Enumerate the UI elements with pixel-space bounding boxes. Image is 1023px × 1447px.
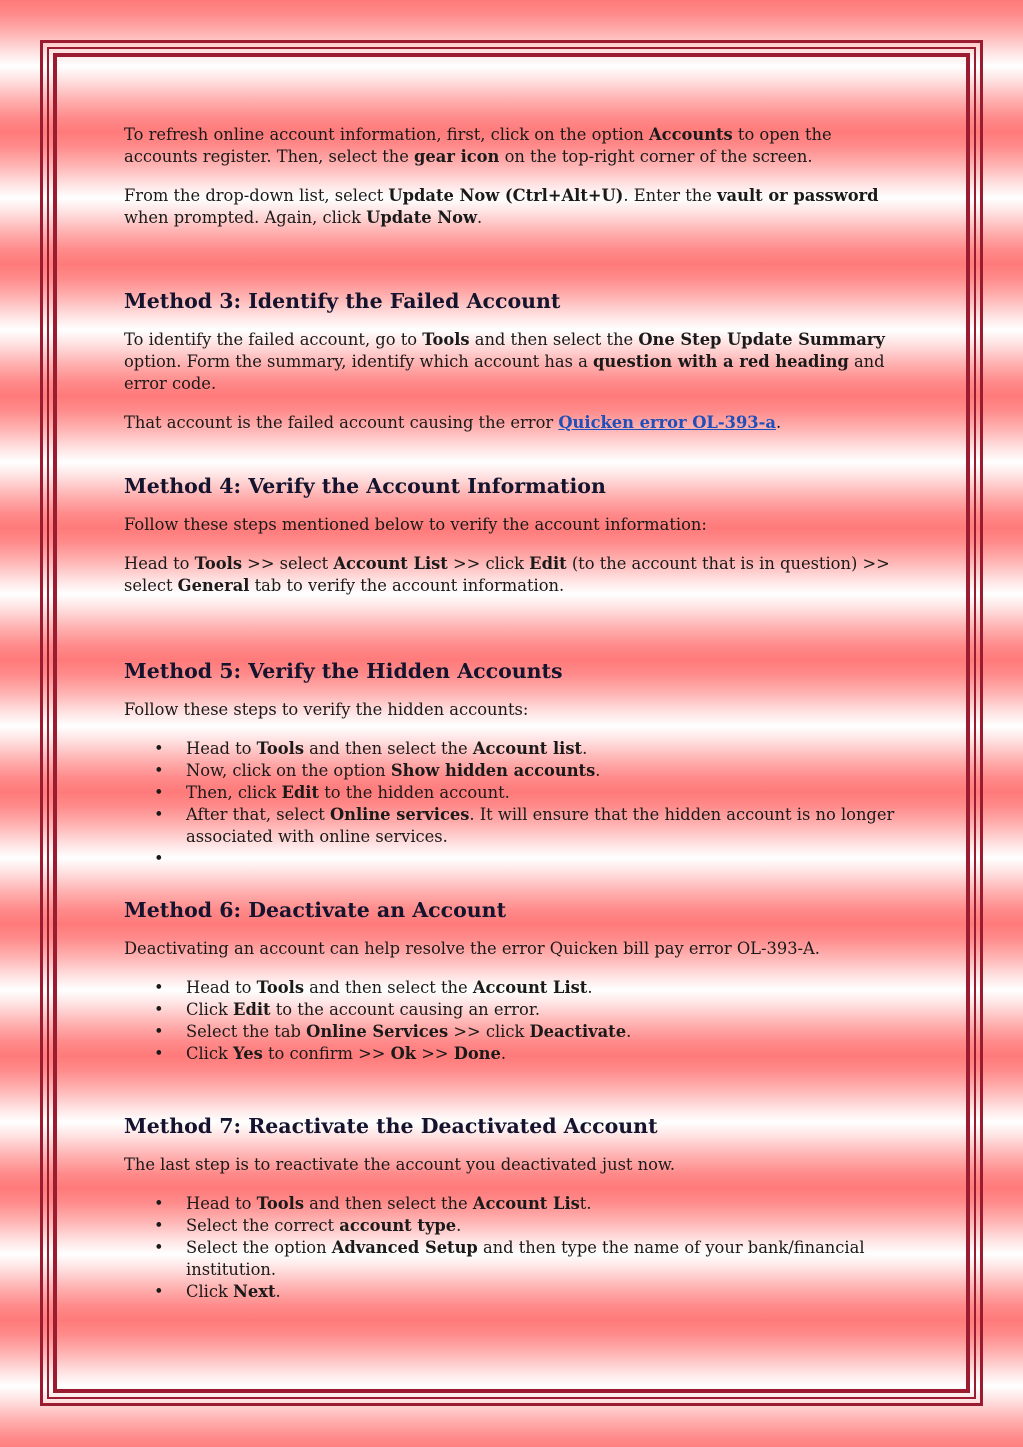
bold-text: vault or password: [717, 186, 879, 205]
text-run: Select the option: [186, 1238, 332, 1257]
bold-text: Account Lis: [472, 1194, 580, 1213]
intro-paragraph-1: [124, 124, 910, 168]
text-run: That account is the failed account causing the error: [124, 413, 559, 432]
method6-paragraph-1: [124, 938, 910, 960]
text-run: and then select the: [304, 1194, 473, 1213]
list-item: [124, 977, 910, 999]
text-run: Click: [186, 1044, 234, 1063]
bold-text: Edit: [233, 1000, 271, 1019]
bold-text: One Step Update Summary: [638, 330, 885, 349]
list-item: [124, 782, 910, 804]
bold-text: Tools: [422, 330, 470, 349]
text-run: .: [500, 1044, 507, 1063]
bold-text: Accounts: [649, 125, 733, 144]
text-run: and then select the: [304, 978, 473, 997]
list-item: [124, 1193, 910, 1215]
bold-text: Online services: [329, 805, 470, 824]
text-run: Head to: [124, 554, 195, 573]
list-item: [124, 1021, 910, 1043]
text-run: After that, select: [186, 805, 330, 824]
text-run: Select the correct: [186, 1216, 340, 1235]
text-run: Head to: [186, 739, 257, 758]
text-run: . It will ensure that the hidden account is no longer associated with online services.: [186, 805, 895, 846]
method3-section: [124, 288, 910, 434]
text-run: From the drop-down list, select: [124, 186, 389, 205]
method4-paragraph-1: [124, 514, 910, 536]
intro-section: [124, 124, 910, 229]
method5-heading: Method 5: Verify the Hidden Accounts: [124, 659, 563, 683]
text-run: Follow these steps to verify the hidden accounts:: [124, 700, 529, 719]
bold-text: Done: [453, 1044, 501, 1063]
bold-text: Tools: [256, 978, 304, 997]
bold-text: Yes: [233, 1044, 263, 1063]
text-run: (to the account that is in question) >> select: [124, 554, 890, 595]
text-run: and then select the: [304, 739, 473, 758]
list-item: [124, 760, 910, 782]
list-item: [124, 999, 910, 1021]
method6-heading: Method 6: Deactivate an Account: [124, 898, 507, 922]
text-run: . Enter the: [623, 186, 718, 205]
text-run: Then, click: [186, 783, 282, 802]
method7-section: [124, 1113, 910, 1303]
method5-section: [124, 658, 910, 870]
bold-text: Update Now: [366, 208, 477, 227]
bold-text: General: [177, 576, 250, 595]
method4-heading: Method 4: Verify the Account Information: [124, 474, 606, 498]
text-run: .: [595, 761, 601, 780]
text-run: Click: [186, 1282, 234, 1301]
text-run: Select the tab: [186, 1022, 307, 1041]
bold-text: question with a red heading: [593, 352, 849, 371]
text-run: on the top-right corner of the screen.: [499, 147, 813, 166]
text-run: Follow these steps mentioned below to verify the account information:: [124, 515, 707, 534]
bold-text: Tools: [256, 1194, 304, 1213]
text-run: .: [626, 1022, 632, 1041]
bold-text: account type: [339, 1216, 457, 1235]
text-run: To identify the failed account, go to: [124, 330, 423, 349]
text-run: Head to: [186, 1194, 257, 1213]
method7-steps-list: [124, 1193, 910, 1303]
method5-steps-list: [124, 738, 910, 870]
text-run: to the account causing an error.: [270, 1000, 540, 1019]
text-run: to open the accounts register. Then, select the: [124, 125, 832, 166]
bold-text: Show hidden accounts: [390, 761, 596, 780]
bold-text: gear icon: [414, 147, 500, 166]
bold-text: Deactivate: [529, 1022, 627, 1041]
text-run: >> select: [242, 554, 334, 573]
text-run: to confirm >>: [262, 1044, 391, 1063]
text-run: option. Form the summary, identify which account has a: [124, 352, 593, 371]
text-run: .: [582, 739, 588, 758]
method6-section: [124, 897, 910, 1065]
text-run: tab to verify the account information.: [249, 576, 565, 595]
text-run: .: [587, 978, 593, 997]
bold-text: Tools: [194, 554, 242, 573]
method4-section: [124, 473, 910, 597]
text-run: Click: [186, 1000, 234, 1019]
text-run: .: [275, 1282, 281, 1301]
list-item: [124, 1281, 910, 1303]
text-run: To refresh online account information, first, click on the option: [124, 125, 650, 144]
method7-heading: Method 7: Reactivate the Deactivated Account: [124, 1114, 658, 1138]
text-run: .: [477, 208, 483, 227]
intro-paragraph-2: [124, 185, 910, 229]
text-run: >> click: [448, 1022, 530, 1041]
bold-text: Edit: [529, 554, 567, 573]
text-run: to the hidden account.: [319, 783, 510, 802]
method4-paragraph-2: [124, 553, 910, 597]
method6-steps-list: [124, 977, 910, 1065]
method7-paragraph-1: [124, 1154, 910, 1176]
bold-text: Ok: [390, 1044, 417, 1063]
list-item: [124, 848, 910, 870]
method3-paragraph-1: [124, 329, 910, 395]
text-run: >> click: [447, 554, 530, 573]
bold-text: Next: [233, 1282, 276, 1301]
text-run: t.: [579, 1194, 592, 1213]
text-run: Deactivating an account can help resolve the error Quicken bill pay error OL-393-A.: [124, 939, 820, 958]
list-item: [124, 1237, 910, 1281]
method3-heading: Method 3: Identify the Failed Account: [124, 289, 561, 313]
bold-text: Edit: [281, 783, 320, 802]
text-run: >>: [416, 1044, 454, 1063]
text-run: when prompted. Again, click: [124, 208, 367, 227]
method3-paragraph-2: [124, 412, 910, 434]
bold-text: Advanced Setup: [331, 1238, 478, 1257]
bold-text: Account list: [472, 739, 583, 758]
list-item: [124, 738, 910, 760]
text-run: and then type the name of your bank/financial institution.: [186, 1238, 865, 1279]
bold-text: Account List: [333, 554, 448, 573]
bold-text: Update Now (Ctrl+Alt+U): [388, 186, 624, 205]
bold-text: Tools: [256, 739, 304, 758]
list-item: [124, 1043, 910, 1065]
text-run: and error code.: [124, 352, 885, 393]
list-item: [124, 804, 910, 848]
list-item: [124, 1215, 910, 1237]
bold-text: Online Services: [306, 1022, 449, 1041]
quicken-error-link[interactable]: Quicken error OL-393-a: [558, 413, 776, 432]
text-run: Now, click on the option: [186, 761, 391, 780]
bold-text: Account List: [472, 978, 588, 997]
text-run: and then select the: [469, 330, 639, 349]
text-run: Head to: [186, 978, 257, 997]
text-run: .: [456, 1216, 462, 1235]
method5-paragraph-1: [124, 699, 910, 721]
text-run: The last step is to reactivate the account you deactivated just now.: [124, 1155, 676, 1174]
text-run: .: [775, 413, 782, 432]
